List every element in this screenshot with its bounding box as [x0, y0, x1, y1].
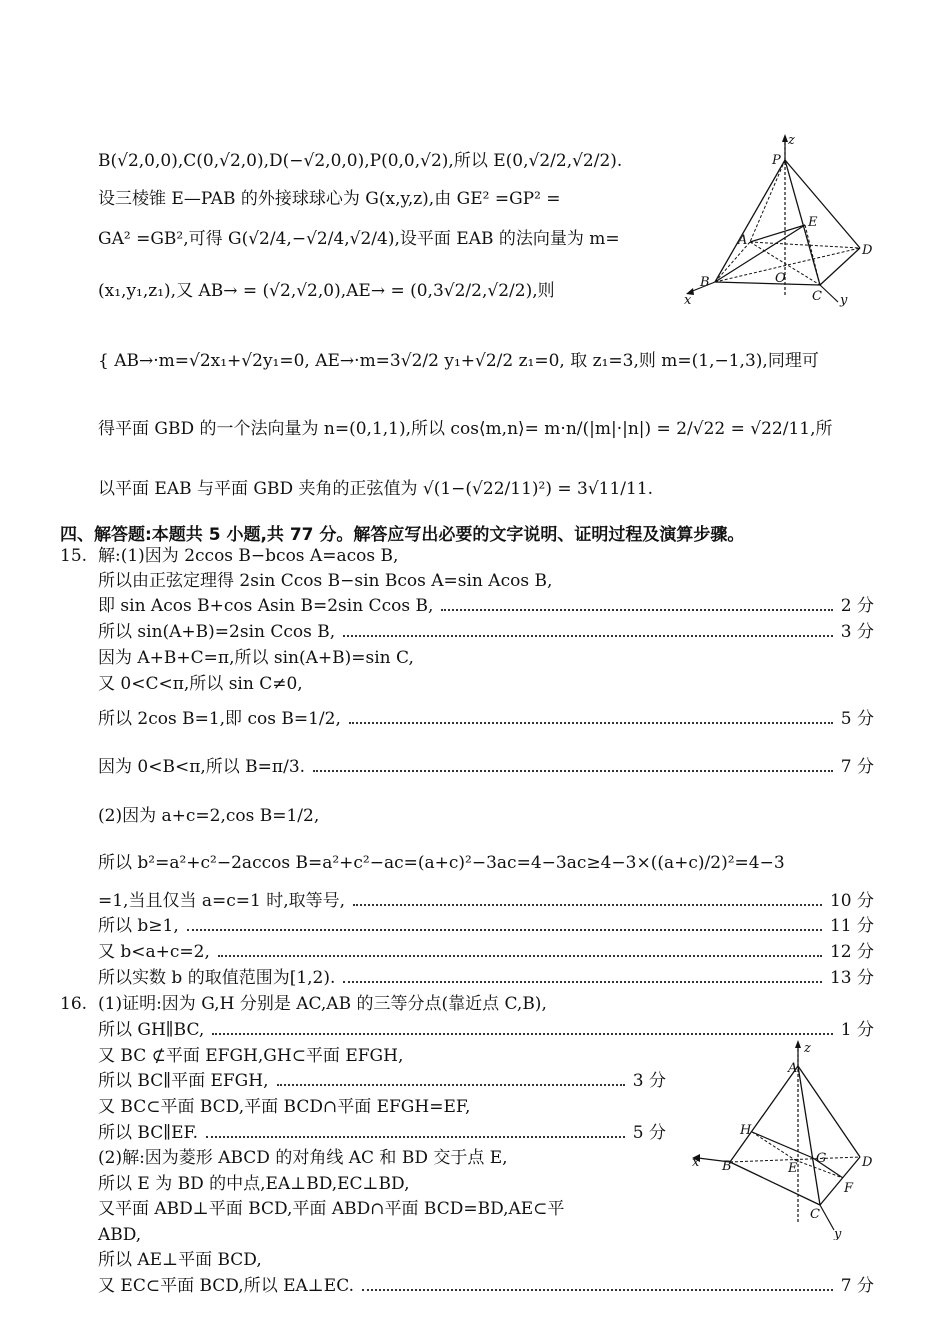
fig1-label-o: O: [775, 271, 786, 286]
leader-dots: [212, 1032, 832, 1035]
q16-line: [98, 1275, 874, 1297]
q16-line: [98, 1045, 666, 1067]
fig1-label-x: x: [684, 293, 692, 308]
fig2-label-f: F: [844, 1181, 854, 1196]
q15-line-text: 因为 0<B<π,所以 B=π/3.: [98, 757, 306, 777]
q15-line-text: (2)因为 a+c=2,cos B=1/2,: [98, 806, 320, 826]
leader-dots: [353, 903, 822, 906]
pyramid-figure: [680, 130, 890, 310]
q16-line-text: 所以 AE⊥平面 BCD,: [98, 1250, 262, 1270]
fig1-label-b: B: [700, 275, 710, 290]
q16-line: [98, 993, 874, 1015]
leader-dots: [349, 721, 833, 724]
leader-dots: [343, 980, 822, 983]
leader-dots: [218, 954, 822, 957]
q15-line: [98, 621, 874, 643]
q16-line: [98, 1070, 666, 1092]
fig2-label-d: D: [862, 1155, 873, 1170]
solution-line-2: 设三棱锥 E—PAB 的外接球球心为 G(x,y,z),由 GE² =GP² =: [98, 189, 561, 209]
q15-line-text: =1,当且仅当 a=c=1 时,取等号,: [98, 891, 346, 911]
fig2-label-x: x: [692, 1155, 700, 1170]
fig1-label-y: y: [840, 293, 848, 308]
q16-line-text: 所以 BC∥EF.: [98, 1123, 199, 1143]
q16-line-text: ABD,: [98, 1225, 142, 1245]
q15-line-text: 解:(1)因为 2ccos B−bcos A=acos B,: [98, 546, 399, 566]
q15-line: [98, 647, 874, 669]
fig2-label-e: E: [788, 1161, 798, 1176]
fig1-label-e: E: [808, 215, 818, 230]
q16-line: [98, 1147, 666, 1169]
solution-line-4: (x₁,y₁,z₁),又 AB→ = (√2,√2,0),AE→ = (0,3√2/2,√2/2),则: [98, 281, 555, 301]
q15-line: [98, 545, 874, 567]
q15-score: 2 分: [840, 596, 874, 616]
q15-line-text: 所以 b≥1,: [98, 916, 179, 936]
q15-line: [98, 673, 874, 695]
q15-score: 11 分: [829, 916, 874, 936]
q15-line-text: 所以 sin(A+B)=2sin Ccos B,: [98, 622, 336, 642]
fig2-label-z: z: [804, 1041, 811, 1056]
q16-line-text: (1)证明:因为 G,H 分别是 AC,AB 的三等分点(靠近点 C,B),: [98, 994, 547, 1014]
q16-line-text: 所以 BC∥平面 EFGH,: [98, 1071, 269, 1091]
q15-line: [98, 967, 874, 989]
fig2-label-b: B: [722, 1159, 732, 1174]
fig1-label-c: C: [812, 289, 822, 304]
q15-line: [98, 852, 785, 874]
q15-line: [98, 570, 874, 592]
q16-line-text: 所以 E 为 BD 的中点,EA⊥BD,EC⊥BD,: [98, 1174, 410, 1194]
fig1-label-a: A: [738, 233, 748, 248]
fig1-label-d: D: [862, 243, 873, 258]
leader-dots: [343, 634, 833, 637]
solution-line-7: 以平面 EAB 与平面 GBD 夹角的正弦值为 √(1−(√22/11)²) = 3√11/11.: [98, 479, 654, 499]
q15-line-text: 即 sin Acos B+cos Asin B=2sin Ccos B,: [98, 596, 434, 616]
q15-line: [98, 708, 874, 730]
q15-score: 13 分: [829, 968, 874, 988]
q15-line-text: 因为 A+B+C=π,所以 sin(A+B)=sin C,: [98, 648, 414, 668]
q16-line: [98, 1019, 874, 1041]
q16-line-text: 又 BC⊂平面 BCD,平面 BCD∩平面 EFGH=EF,: [98, 1097, 471, 1117]
q16-number: 16.: [60, 994, 88, 1014]
q15-line-text: 所以实数 b 的取值范围为[1,2).: [98, 968, 336, 988]
q15-line-text: 所以由正弦定理得 2sin Ccos B−sin Bcos A=sin Acos B,: [98, 571, 553, 591]
q16-score: 5 分: [632, 1123, 666, 1143]
fig1-label-p: P: [772, 153, 781, 168]
q15-line-text: 所以 b²=a²+c²−2accos B=a²+c²−ac=(a+c)²−3ac=4−3ac≥4−3×((a+c)/2)²=4−3: [98, 853, 785, 873]
q15-number: 15.: [60, 546, 88, 566]
q15-score: 12 分: [829, 942, 874, 962]
q15-line: [98, 915, 874, 937]
q15-line: [98, 805, 874, 827]
q16-line: [98, 1173, 666, 1195]
q16-line: [98, 1096, 666, 1118]
fig1-label-z: z: [788, 133, 795, 148]
solution-line-6: 得平面 GBD 的一个法向量为 n=(0,1,1),所以 cos⟨m,n⟩= m·n/(|m|·|n|) = 2/√22 = √22/11,所: [98, 419, 833, 439]
q15-line: [98, 941, 874, 963]
q15-score: 7 分: [840, 757, 874, 777]
leader-dots: [187, 928, 822, 931]
q15-line: [98, 890, 874, 912]
solution-line-1: B(√2,0,0),C(0,√2,0),D(−√2,0,0),P(0,0,√2),所以 E(0,√2/2,√2/2).: [98, 151, 623, 171]
leader-dots: [313, 769, 833, 772]
solution-line-5: { AB→·m=√2x₁+√2y₁=0, AE→·m=3√2/2 y₁+√2/2 z₁=0, 取 z₁=3,则 m=(1,−1,3),同理可: [98, 351, 819, 371]
q16-line: [98, 1198, 666, 1220]
q16-line: [98, 1249, 666, 1271]
fig2-label-y: y: [834, 1227, 842, 1240]
q16-line-text: 所以 GH∥BC,: [98, 1020, 205, 1040]
q15-line: [98, 595, 874, 617]
q16-line-text: 又 BC ⊄平面 EFGH,GH⊂平面 EFGH,: [98, 1046, 404, 1066]
q15-score: 5 分: [840, 709, 874, 729]
q16-line-text: (2)解:因为菱形 ABCD 的对角线 AC 和 BD 交于点 E,: [98, 1148, 508, 1168]
q16-score: 1 分: [840, 1020, 874, 1040]
fig2-label-a: A: [788, 1061, 798, 1076]
leader-dots: [362, 1288, 833, 1291]
q16-line: [98, 1122, 666, 1144]
q16-line-text: 又 EC⊂平面 BCD,所以 EA⊥EC.: [98, 1276, 355, 1296]
solution-line-3: GA² =GB²,可得 G(√2/4,−√2/4,√2/4),设平面 EAB 的法向量为 m=: [98, 229, 620, 249]
q15-score: 10 分: [829, 891, 874, 911]
q15-line-text: 又 0<C<π,所以 sin C≠0,: [98, 674, 303, 694]
fig2-label-h: H: [740, 1123, 752, 1138]
fig2-label-c: C: [810, 1207, 820, 1222]
q15-line-text: 所以 2cos B=1,即 cos B=1/2,: [98, 709, 341, 729]
q15-line-text: 又 b<a+c=2,: [98, 942, 210, 962]
q15-line: [98, 756, 874, 778]
q16-score: 7 分: [840, 1276, 874, 1296]
tetrahedron-figure: [688, 1040, 888, 1240]
leader-dots: [277, 1083, 625, 1086]
leader-dots: [441, 608, 832, 611]
section-heading: 四、解答题:本题共 5 小题,共 77 分。解答应写出必要的文字说明、证明过程及演算步骤。: [60, 525, 745, 545]
fig2-label-g: G: [816, 1151, 827, 1166]
leader-dots: [206, 1135, 625, 1138]
q16-score: 3 分: [632, 1071, 666, 1091]
q16-line-text: 又平面 ABD⊥平面 BCD,平面 ABD∩平面 BCD=BD,AE⊂平: [98, 1199, 565, 1219]
q16-line: [98, 1224, 666, 1246]
q15-score: 3 分: [840, 622, 874, 642]
